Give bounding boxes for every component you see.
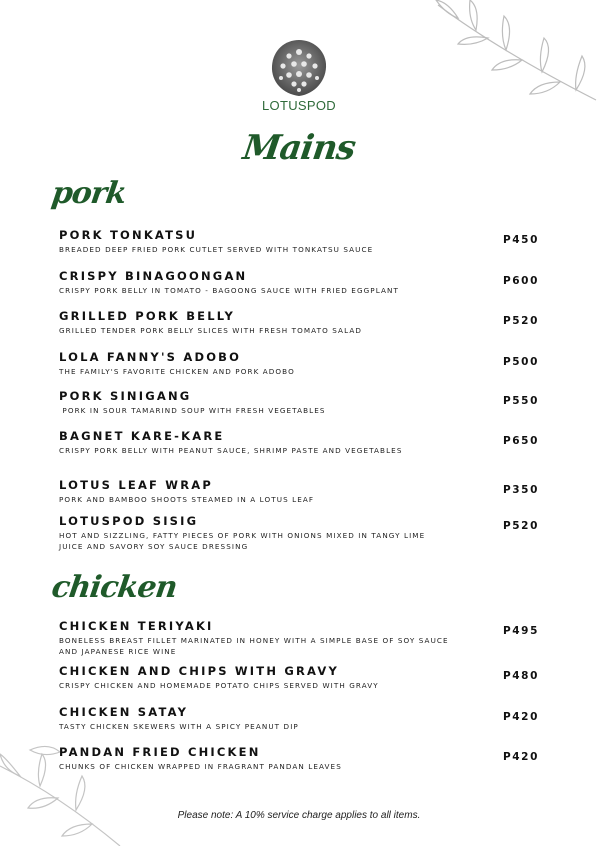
item-description: HOT AND SIZZLING, FATTY PIECES OF PORK WITH ONIONS MIXED IN TANGY LIME JUICE AND SAVORY SOY SAUCE DRESSING	[59, 531, 426, 551]
item-price: P480	[502, 670, 539, 682]
section-title-chicken: chicken	[49, 570, 179, 605]
menu-item	[59, 269, 549, 296]
item-price: P520	[502, 520, 539, 532]
item-description: PORK AND BAMBOO SHOOTS STEAMED IN A LOTUS LEAF	[59, 495, 315, 504]
page-title: Mains	[240, 128, 358, 168]
item-description: BREADED DEEP FRIED PORK CUTLET SERVED WITH TONKATSU SAUCE	[59, 245, 374, 254]
item-price: P650	[502, 435, 539, 447]
item-price: P350	[502, 484, 539, 496]
section-title-pork: pork	[49, 176, 129, 211]
brand-name: LOTUSPOD	[262, 98, 336, 113]
menu-item	[59, 429, 549, 456]
item-name: LOTUS LEAF WRAP	[59, 478, 213, 492]
logo	[0, 36, 598, 104]
item-description: TASTY CHICKEN SKEWERS WITH A SPICY PEANUT DIP	[59, 722, 299, 731]
item-description: CHUNKS OF CHICKEN WRAPPED IN FRAGRANT PANDAN LEAVES	[59, 762, 342, 771]
item-price: P495	[502, 625, 539, 637]
item-name: CHICKEN TERIYAKI	[59, 619, 214, 633]
lotus-pod-icon	[267, 36, 331, 100]
item-name: PORK TONKATSU	[59, 228, 198, 242]
menu-item	[59, 514, 549, 552]
menu-item	[59, 228, 549, 255]
item-name: LOTUSPOD SISIG	[59, 514, 199, 528]
item-description: CRISPY PORK BELLY IN TOMATO - BAGOONG SAUCE WITH FRIED EGGPLANT	[59, 286, 399, 295]
item-name: PORK SINIGANG	[59, 389, 192, 403]
item-name: PANDAN FRIED CHICKEN	[59, 745, 261, 759]
item-description: PORK IN SOUR TAMARIND SOUP WITH FRESH VEGETABLES	[59, 406, 326, 415]
item-description: BONELESS BREAST FILLET MARINATED IN HONEY WITH A SIMPLE BASE OF SOY SAUCE AND JAPANESE RICE WINE	[59, 636, 449, 656]
item-price: P550	[502, 395, 539, 407]
item-description: CRISPY CHICKEN AND HOMEMADE POTATO CHIPS SERVED WITH GRAVY	[59, 681, 379, 690]
menu-item	[59, 478, 549, 505]
menu-item	[59, 705, 549, 732]
menu-item	[59, 350, 549, 377]
item-name: BAGNET KARE-KARE	[59, 429, 225, 443]
item-price: P420	[502, 751, 539, 763]
item-description: GRILLED TENDER PORK BELLY SLICES WITH FRESH TOMATO SALAD	[59, 326, 362, 335]
item-description: THE FAMILY'S FAVORITE CHICKEN AND PORK ADOBO	[59, 367, 295, 376]
menu-item	[59, 664, 549, 691]
item-name: CHICKEN SATAY	[59, 705, 189, 719]
menu-item	[59, 619, 549, 657]
service-charge-note: Please note: A 10% service charge applies to all items.	[177, 810, 421, 821]
item-name: CRISPY BINAGOONGAN	[59, 269, 248, 283]
item-price: P520	[502, 315, 539, 327]
menu-item	[59, 745, 549, 772]
item-price: P420	[502, 711, 539, 723]
item-price: P500	[502, 356, 539, 368]
item-name: LOLA FANNY'S ADOBO	[59, 350, 242, 364]
menu-item	[59, 389, 549, 416]
menu-item	[59, 309, 549, 336]
item-description: CRISPY PORK BELLY WITH PEANUT SAUCE, SHRIMP PASTE AND VEGETABLES	[59, 446, 403, 455]
item-name: GRILLED PORK BELLY	[59, 309, 236, 323]
item-price: P450	[502, 234, 539, 246]
item-price: P600	[502, 275, 539, 287]
item-name: CHICKEN AND CHIPS WITH GRAVY	[59, 664, 339, 678]
